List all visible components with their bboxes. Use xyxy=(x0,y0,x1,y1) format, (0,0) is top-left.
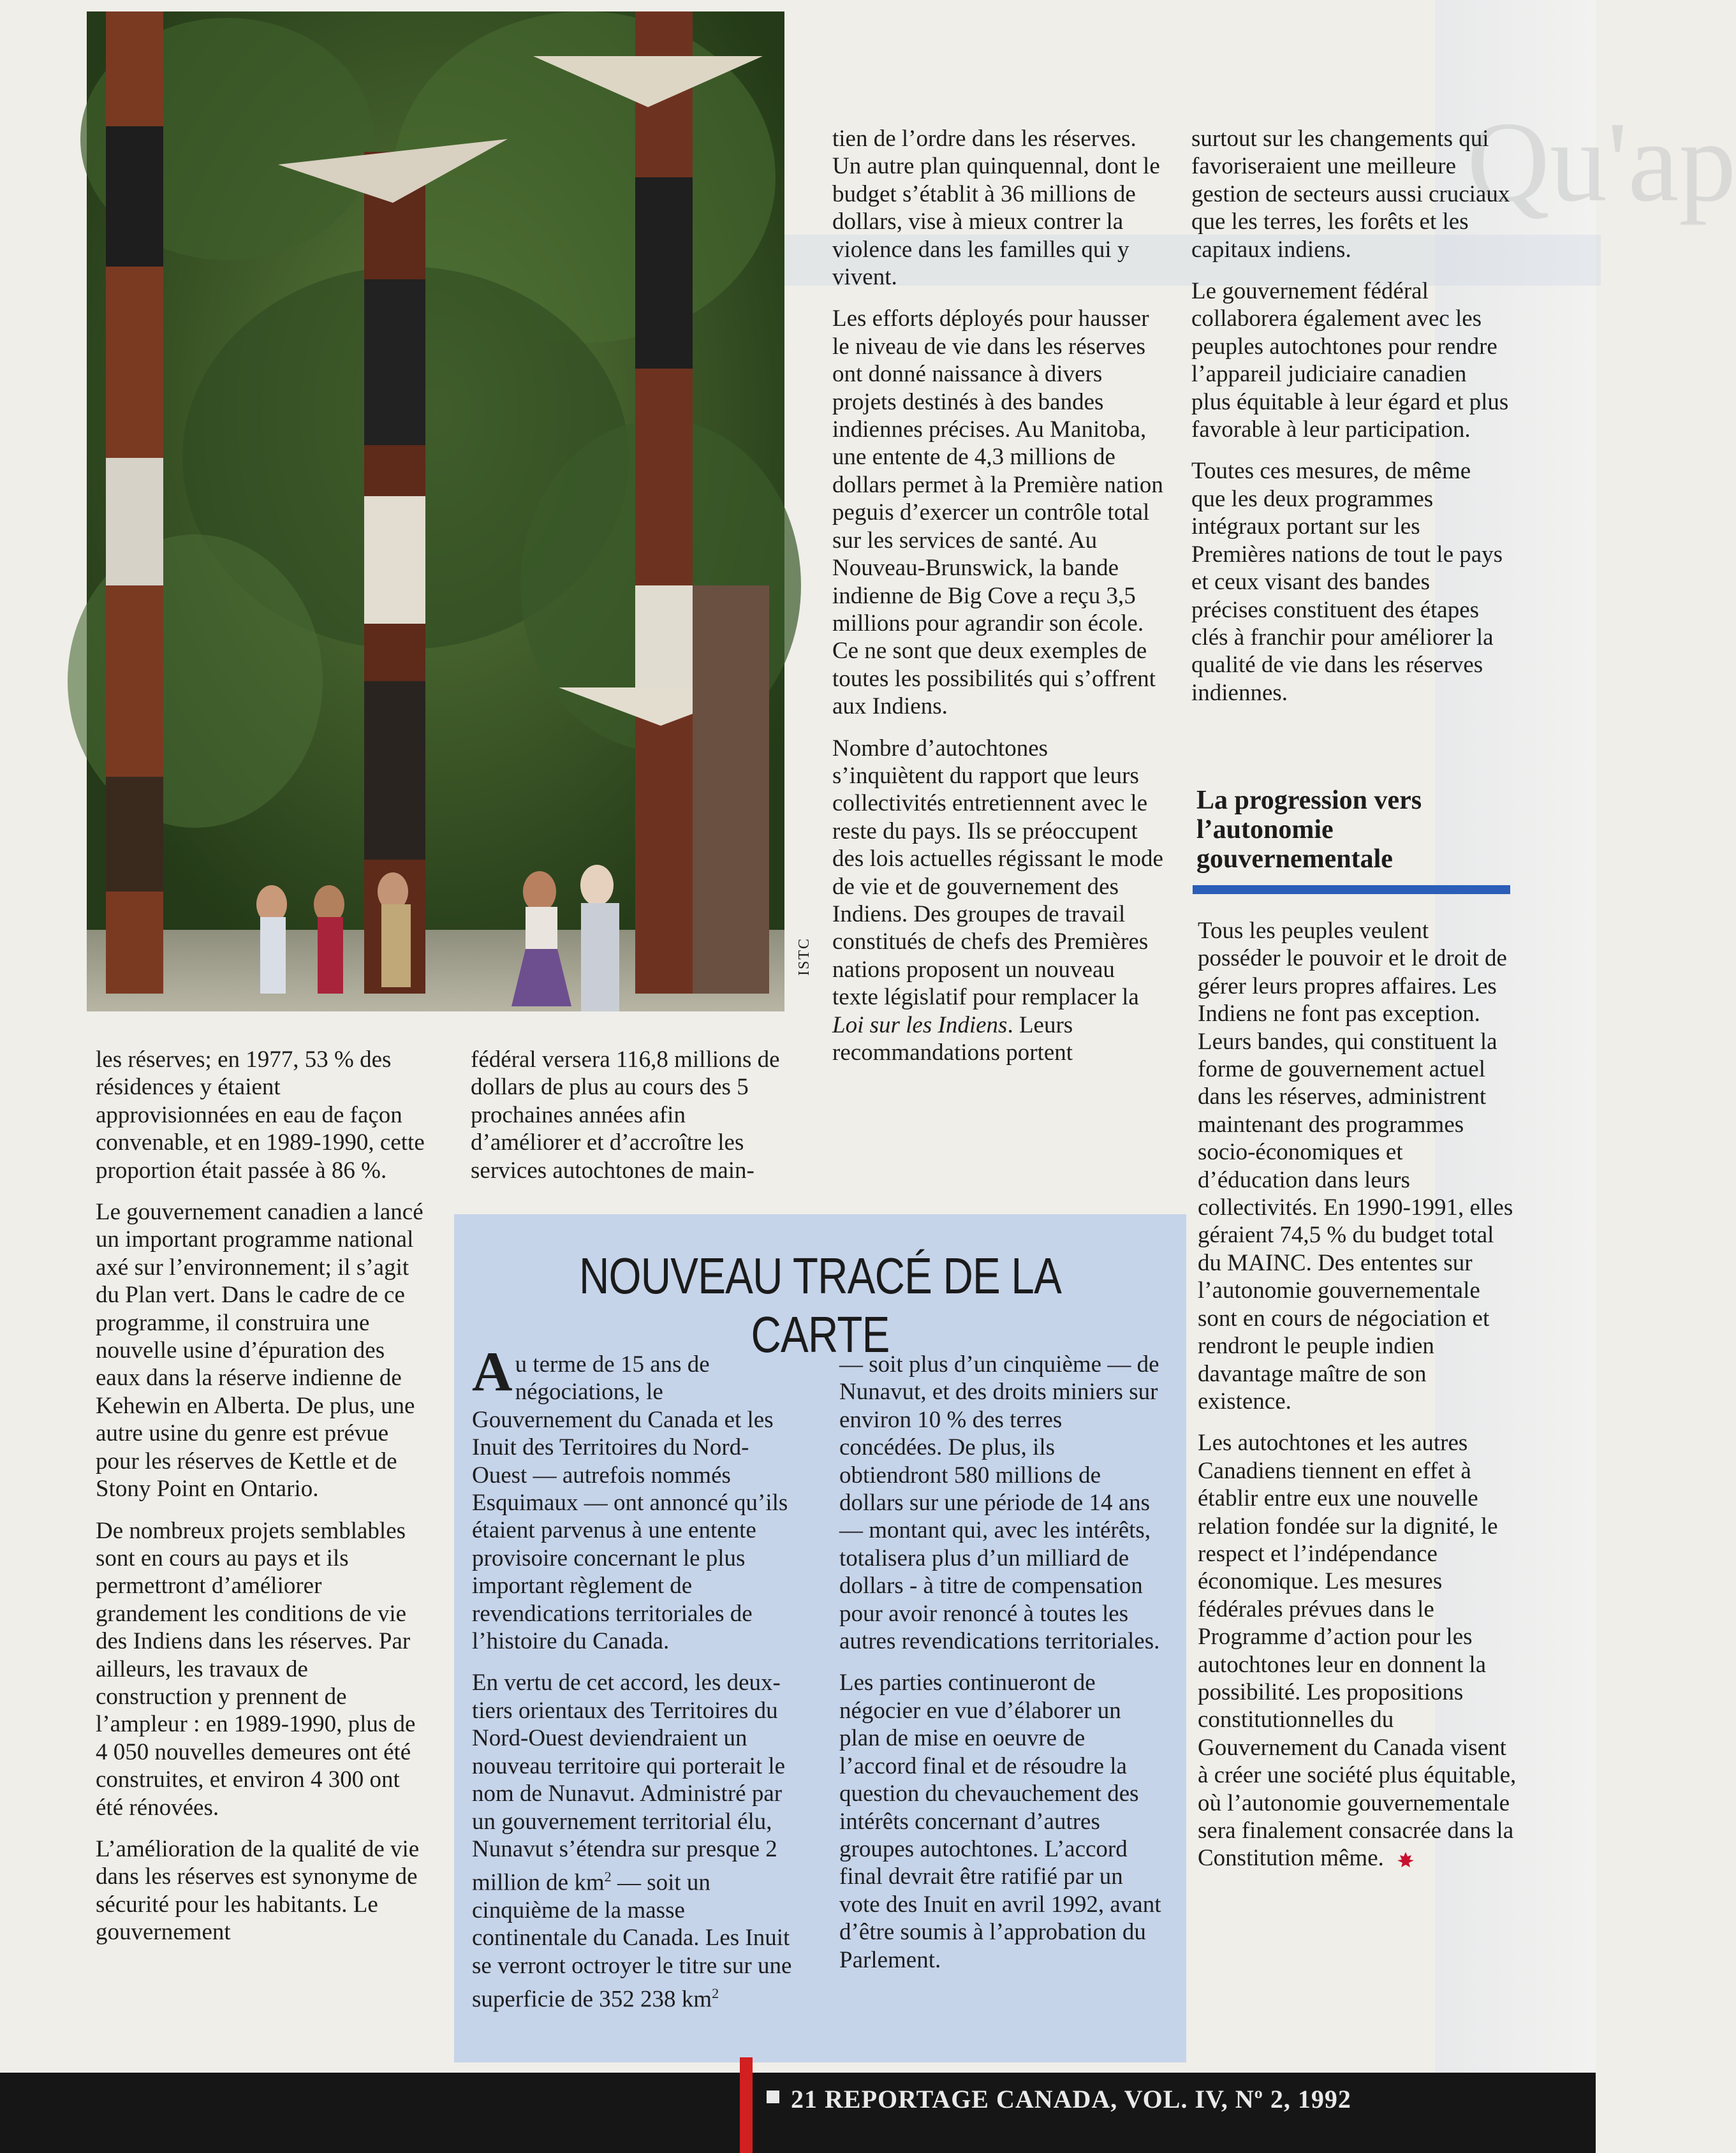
paragraph-text: — soit un cinquième de la masse continentale du Canada. Les Inuit se verront octroyer le titre sur une superficie de 352 238 km xyxy=(472,1869,792,2013)
paragraph: Les efforts déployés pour hausser le niveau de vie dans les réserves ont donné naissance à divers projets destinés à des bandes indiennes précises. Au Manitoba, une entente de 4,3 millions de dollars permet à la Première nation peguis d’exercer un contrôle total sur les services de santé. Au Nouveau-Brunswick, la bande indienne de Big Cove a reçu 3,5 millions pour agrandir son école. Ce ne sont que deux exemples de toutes les possibilités qui s’offrent aux Indiens. xyxy=(832,305,1163,720)
totem-poles-photo xyxy=(87,11,784,1011)
paragraph: fédéral versera 116,8 millions de dollars de plus au cours des 5 prochaines années afin d’améliorer et d’accroître les services autochtones de main- xyxy=(471,1047,780,1184)
superscript: 2 xyxy=(604,1869,612,1885)
paragraph: De nombreux projets semblables sont en cours au pays et ils permettront d’améliorer grandement les conditions de vie des Indiens dans les réserves. Par ailleurs, les travaux de construction y prennent de l’ampleur : en 1989-1990, plus de 4 050 nouvelles demeures ont été construites, et environ 4 300 ont été rénovées. xyxy=(96,1517,416,1821)
section-subheading: La progression vers l’autonomie gouvernementale xyxy=(1196,786,1422,874)
paragraph: les réserves; en 1977, 53 % des résidences y étaient approvisionnées en eau de façon convenable, et en 1989-1990, cette proportion était passée à 86 %. xyxy=(96,1047,425,1184)
paragraph-text: u terme de 15 ans de négociations, le Gouvernement du Canada et les Inuit des Territoires du Nord-Ouest — autrefois nommés Esquimaux — ont annoncé qu’ils étaient parvenus à une entente provisoire concernant le plus important règlement de revendications territoriales de l’histoire du Canada. xyxy=(472,1351,788,1655)
photo-illustration xyxy=(87,11,784,1011)
paragraph: — soit plus d’un cinquième — de Nunavut, et des droits miniers sur environ 10 % des terres concédées. De plus, ils obtiendront 580 millions de dollars sur une période de 14 ans — montant qui, avec les intérêts, totalisera plus d’un milliard de dollars - à titre de compensation pour avoir renoncé à toutes les autres revendications territoriales. xyxy=(839,1351,1160,1655)
sidebar-title: NOUVEAU TRACÉ DE LA CARTE xyxy=(578,1247,1062,1363)
paragraph: Le gouvernement canadien a lancé un important programme national axé sur l’environnement; il s’agit du Plan vert. Dans le cadre de ce programme, il construira une nouvelle usine d’épuration des eaux dans la réserve indienne de Kehewin en Alberta. De plus, une autre usine du genre est prévue pour les réserves de Kettle et de Stony Point en Ontario. xyxy=(96,1199,423,1503)
article-column-2 xyxy=(471,1046,790,1198)
photo-credit: ISTC xyxy=(796,937,813,976)
article-column-4-continued xyxy=(1198,917,1517,1886)
paragraph-end: . Leurs recommandations portent xyxy=(832,1011,1073,1066)
drop-cap: A xyxy=(472,1341,513,1403)
paragraph-text: Nombre d’autochtones s’inquiètent du rapport que leurs collectivités entretiennent avec le reste du pays. Ils se préoccupent des lois actuelles régissant le mode de vie et de gouvernement des Indiens. Des groupes de travail constitués de chefs des Premières nations proposent un nouveau texte législatif pour remplacer la xyxy=(832,735,1163,1011)
footer-red-bar xyxy=(740,2057,753,2153)
paragraph: Les parties continueront de négocier en vue d’élaborer un plan de mise en oeuvre de l’accord final et de résoudre la question du chevauchement des intérêts concernant d’autres groupes autochtones. L’accord final devrait être ratifié par un vote des Inuit en avril 1992, avant d’être soumis à l’approbation du Parlement. xyxy=(839,1670,1161,1973)
paragraph xyxy=(1198,1429,1517,1872)
paragraph xyxy=(472,1341,797,1655)
footer-square-icon xyxy=(767,2091,779,2103)
paragraph xyxy=(832,735,1164,1067)
paragraph: Le gouvernement fédéral collaborera également avec les peuples autochtones pour rendre l’appareil judiciaire canadien plus équitable à leur égard et plus favorable à leur participation. xyxy=(1191,278,1509,443)
law-title: Loi sur les Indiens xyxy=(832,1011,1008,1038)
previous-page-title: Qu'ap xyxy=(1467,98,1736,225)
article-column-4 xyxy=(1191,125,1510,721)
subheading-rule xyxy=(1193,885,1510,894)
article-column-3 xyxy=(832,125,1164,1080)
paragraph xyxy=(472,1669,797,2013)
superscript: 2 xyxy=(712,1985,719,2002)
paragraph: L’amélioration de la qualité de vie dans les réserves est synonyme de sécurité pour les habitants. Le gouvernement xyxy=(96,1835,420,1946)
sidebar-column-1 xyxy=(472,1341,797,2027)
paragraph: Tous les peuples veulent posséder le pouvoir et le droit de gérer leurs propres affaires. Les Indiens ne font pas exception. Leurs bandes, qui constituent la forme de gouvernement actuel dans les réserves, administrent maintenant des programmes socio-économiques et d’éducation dans leurs collectivités. En 1990-1991, elles géraient 74,5 % du budget total du MAINC. Des ententes sur l’autonomie gouvernementale sont en cours de négociation et rendront le peuple indien davantage maître de son existence. xyxy=(1198,918,1513,1415)
paragraph: surtout sur les changements qui favoriseraient une meilleure gestion de secteurs aussi cruciaux que les terres, les forêts et les capitaux indiens. xyxy=(1191,126,1510,263)
paragraph-text: Les autochtones et les autres Canadiens tiennent en effet à établir entre eux une nouvelle relation fondée sur la dignité, le respect et l’indépendance économique. Les mesures fédérales prévues dans le Programme d’action pour les autochtones leur en donnent la possibilité. Les propositions constitutionnelles du Gouvernement du Canada visent à créer une société plus équitable, où l’autonomie gouvernementale sera finalement consacrée dans la Constitution même. xyxy=(1198,1430,1517,1872)
footer-folio: 21 REPORTAGE CANADA, VOL. IV, Nº 2, 1992 xyxy=(791,2085,1351,2113)
paragraph: tien de l’ordre dans les réserves. Un autre plan quinquennal, dont le budget s’établit à 36 millions de dollars, vise à mieux contrer la violence dans les familles qui y vivent. xyxy=(832,126,1160,291)
article-column-1 xyxy=(96,1046,427,1960)
paragraph-text: En vertu de cet accord, les deux-tiers orientaux des Territoires du Nord-Ouest deviendraient un nouveau territoire qui porterait le nom de Nunavut. Administré par un gouvernement territorial élu, Nunavut s’étendra sur presque 2 million de km xyxy=(472,1670,786,1896)
maple-leaf-icon xyxy=(1396,1851,1415,1870)
paragraph: Toutes ces mesures, de même que les deux programmes intégraux portant sur les Premières nations de tout le pays et ceux visant des bandes précises constituent des étapes clés à franchir pour améliorer la qualité de vie dans les réserves indiennes. xyxy=(1191,458,1503,706)
sidebar-column-2 xyxy=(839,1351,1165,1988)
